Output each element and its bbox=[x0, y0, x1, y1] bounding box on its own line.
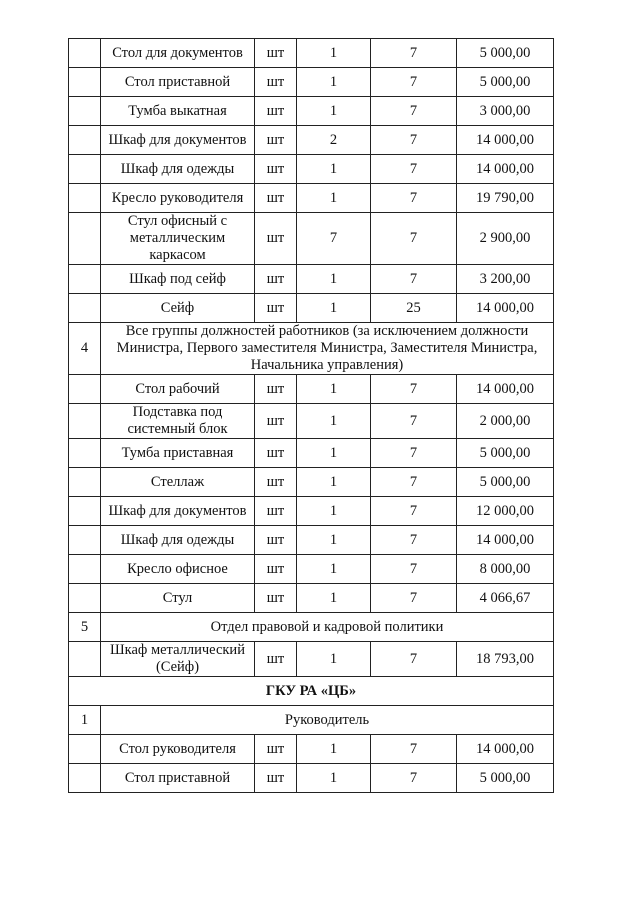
price-cell: 5 000,00 bbox=[457, 39, 554, 68]
index-cell bbox=[69, 764, 101, 793]
table-row bbox=[69, 642, 554, 677]
group-number: 1 bbox=[69, 706, 101, 735]
unit-cell: шт bbox=[255, 39, 297, 68]
table-row bbox=[69, 497, 554, 526]
quantity-cell: 1 bbox=[297, 184, 371, 213]
table-row bbox=[69, 213, 554, 265]
table-row bbox=[69, 764, 554, 793]
unit-cell: шт bbox=[255, 68, 297, 97]
unit-cell: шт bbox=[255, 439, 297, 468]
item-name: Стол приставной bbox=[101, 764, 255, 793]
unit-cell: шт bbox=[255, 642, 297, 677]
group-number: 5 bbox=[69, 613, 101, 642]
unit-cell: шт bbox=[255, 764, 297, 793]
unit-cell: шт bbox=[255, 184, 297, 213]
item-name: Шкаф металлический (Сейф) bbox=[101, 642, 255, 677]
unit-cell: шт bbox=[255, 468, 297, 497]
unit-cell: шт bbox=[255, 375, 297, 404]
index-cell bbox=[69, 294, 101, 323]
years-cell: 7 bbox=[371, 39, 457, 68]
unit-cell: шт bbox=[255, 126, 297, 155]
item-name: Шкаф под сейф bbox=[101, 265, 255, 294]
years-cell: 7 bbox=[371, 126, 457, 155]
group-title: Отдел правовой и кадровой политики bbox=[101, 613, 554, 642]
index-cell bbox=[69, 526, 101, 555]
quantity-cell: 1 bbox=[297, 439, 371, 468]
item-name: Стул bbox=[101, 584, 255, 613]
quantity-cell: 1 bbox=[297, 497, 371, 526]
years-cell: 7 bbox=[371, 404, 457, 439]
price-cell: 5 000,00 bbox=[457, 468, 554, 497]
group-title: Все группы должностей работников (за исключением должности Министра, Первого заместителя Министра, Заместителя Министра, Начальника управления) bbox=[101, 323, 554, 375]
quantity-cell: 1 bbox=[297, 404, 371, 439]
unit-cell: шт bbox=[255, 735, 297, 764]
unit-cell: шт bbox=[255, 155, 297, 184]
index-cell bbox=[69, 735, 101, 764]
item-name: Стол для документов bbox=[101, 39, 255, 68]
table-row bbox=[69, 155, 554, 184]
unit-cell: шт bbox=[255, 497, 297, 526]
index-cell bbox=[69, 213, 101, 265]
section-title: ГКУ РА «ЦБ» bbox=[69, 677, 554, 706]
price-cell: 8 000,00 bbox=[457, 555, 554, 584]
unit-cell: шт bbox=[255, 265, 297, 294]
price-cell: 3 200,00 bbox=[457, 265, 554, 294]
years-cell: 25 bbox=[371, 294, 457, 323]
years-cell: 7 bbox=[371, 735, 457, 764]
unit-cell: шт bbox=[255, 213, 297, 265]
years-cell: 7 bbox=[371, 764, 457, 793]
price-cell: 14 000,00 bbox=[457, 526, 554, 555]
table-row bbox=[69, 404, 554, 439]
index-cell bbox=[69, 184, 101, 213]
index-cell bbox=[69, 126, 101, 155]
price-cell: 14 000,00 bbox=[457, 375, 554, 404]
price-cell: 3 000,00 bbox=[457, 97, 554, 126]
table-row bbox=[69, 39, 554, 68]
group-header-row bbox=[69, 613, 554, 642]
item-name: Стол рабочий bbox=[101, 375, 255, 404]
years-cell: 7 bbox=[371, 584, 457, 613]
years-cell: 7 bbox=[371, 68, 457, 97]
group-header-row bbox=[69, 706, 554, 735]
item-name: Сейф bbox=[101, 294, 255, 323]
item-name: Стул офисный с металлическим каркасом bbox=[101, 213, 255, 265]
furniture-norms-table bbox=[68, 38, 554, 793]
table-row bbox=[69, 294, 554, 323]
index-cell bbox=[69, 155, 101, 184]
years-cell: 7 bbox=[371, 155, 457, 184]
item-name: Кресло руководителя bbox=[101, 184, 255, 213]
quantity-cell: 1 bbox=[297, 375, 371, 404]
price-cell: 2 900,00 bbox=[457, 213, 554, 265]
unit-cell: шт bbox=[255, 404, 297, 439]
table-row bbox=[69, 555, 554, 584]
price-cell: 4 066,67 bbox=[457, 584, 554, 613]
quantity-cell: 1 bbox=[297, 97, 371, 126]
quantity-cell: 1 bbox=[297, 265, 371, 294]
group-title: Руководитель bbox=[101, 706, 554, 735]
quantity-cell: 7 bbox=[297, 213, 371, 265]
years-cell: 7 bbox=[371, 265, 457, 294]
quantity-cell: 1 bbox=[297, 68, 371, 97]
unit-cell: шт bbox=[255, 97, 297, 126]
index-cell bbox=[69, 642, 101, 677]
price-cell: 5 000,00 bbox=[457, 764, 554, 793]
item-name: Кресло офисное bbox=[101, 555, 255, 584]
price-cell: 14 000,00 bbox=[457, 126, 554, 155]
group-number: 4 bbox=[69, 323, 101, 375]
index-cell bbox=[69, 497, 101, 526]
item-name: Шкаф для документов bbox=[101, 126, 255, 155]
price-cell: 14 000,00 bbox=[457, 294, 554, 323]
item-name: Тумба выкатная bbox=[101, 97, 255, 126]
table-row bbox=[69, 265, 554, 294]
unit-cell: шт bbox=[255, 294, 297, 323]
item-name: Шкаф для одежды bbox=[101, 526, 255, 555]
item-name: Стол приставной bbox=[101, 68, 255, 97]
years-cell: 7 bbox=[371, 439, 457, 468]
index-cell bbox=[69, 265, 101, 294]
section-header-row bbox=[69, 677, 554, 706]
quantity-cell: 1 bbox=[297, 526, 371, 555]
index-cell bbox=[69, 68, 101, 97]
index-cell bbox=[69, 439, 101, 468]
table-row bbox=[69, 735, 554, 764]
index-cell bbox=[69, 97, 101, 126]
table-row bbox=[69, 584, 554, 613]
table-row bbox=[69, 184, 554, 213]
quantity-cell: 1 bbox=[297, 764, 371, 793]
quantity-cell: 1 bbox=[297, 642, 371, 677]
quantity-cell: 1 bbox=[297, 39, 371, 68]
index-cell bbox=[69, 39, 101, 68]
item-name: Тумба приставная bbox=[101, 439, 255, 468]
quantity-cell: 1 bbox=[297, 155, 371, 184]
item-name: Шкаф для документов bbox=[101, 497, 255, 526]
table-row bbox=[69, 439, 554, 468]
table-row bbox=[69, 126, 554, 155]
item-name: Подставка под системный блок bbox=[101, 404, 255, 439]
index-cell bbox=[69, 584, 101, 613]
years-cell: 7 bbox=[371, 97, 457, 126]
unit-cell: шт bbox=[255, 526, 297, 555]
years-cell: 7 bbox=[371, 184, 457, 213]
price-cell: 14 000,00 bbox=[457, 155, 554, 184]
unit-cell: шт bbox=[255, 555, 297, 584]
quantity-cell: 1 bbox=[297, 584, 371, 613]
item-name: Стол руководителя bbox=[101, 735, 255, 764]
group-header-row bbox=[69, 323, 554, 375]
quantity-cell: 1 bbox=[297, 468, 371, 497]
item-name: Стеллаж bbox=[101, 468, 255, 497]
years-cell: 7 bbox=[371, 497, 457, 526]
price-cell: 18 793,00 bbox=[457, 642, 554, 677]
table-row bbox=[69, 68, 554, 97]
years-cell: 7 bbox=[371, 468, 457, 497]
index-cell bbox=[69, 404, 101, 439]
years-cell: 7 bbox=[371, 213, 457, 265]
years-cell: 7 bbox=[371, 526, 457, 555]
index-cell bbox=[69, 468, 101, 497]
table-row bbox=[69, 468, 554, 497]
quantity-cell: 1 bbox=[297, 735, 371, 764]
item-name: Шкаф для одежды bbox=[101, 155, 255, 184]
price-cell: 2 000,00 bbox=[457, 404, 554, 439]
price-cell: 5 000,00 bbox=[457, 68, 554, 97]
price-cell: 19 790,00 bbox=[457, 184, 554, 213]
index-cell bbox=[69, 375, 101, 404]
quantity-cell: 2 bbox=[297, 126, 371, 155]
table-row bbox=[69, 97, 554, 126]
price-cell: 5 000,00 bbox=[457, 439, 554, 468]
table-row bbox=[69, 526, 554, 555]
years-cell: 7 bbox=[371, 375, 457, 404]
index-cell bbox=[69, 555, 101, 584]
years-cell: 7 bbox=[371, 555, 457, 584]
years-cell: 7 bbox=[371, 642, 457, 677]
quantity-cell: 1 bbox=[297, 555, 371, 584]
unit-cell: шт bbox=[255, 584, 297, 613]
price-cell: 14 000,00 bbox=[457, 735, 554, 764]
quantity-cell: 1 bbox=[297, 294, 371, 323]
price-cell: 12 000,00 bbox=[457, 497, 554, 526]
table-row bbox=[69, 375, 554, 404]
